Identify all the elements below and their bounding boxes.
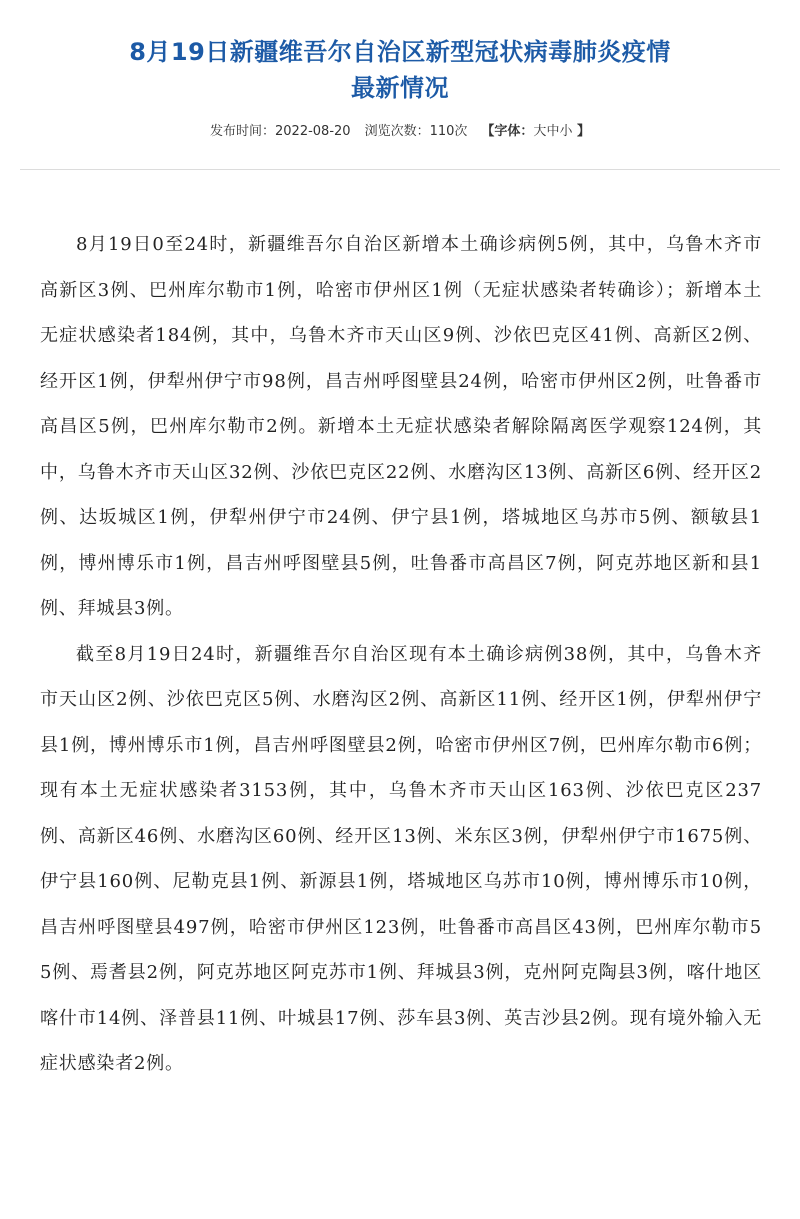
view-count: 110次 <box>429 124 468 139</box>
view-count-label: 浏览次数： <box>364 124 430 139</box>
header-divider <box>20 169 780 170</box>
font-size-close: 】 <box>572 124 590 139</box>
font-size-medium-link[interactable]: 中 <box>546 124 560 139</box>
publish-date: 2022-08-20 <box>275 124 351 139</box>
font-size-label: 【字体： <box>481 124 534 139</box>
body-paragraph-2: 截至8月19日24时，新疆维吾尔自治区现有本土确诊病例38例，其中，乌鲁木齐市天山区2例、沙依巴克区5例、水磨沟区2例、高新区11例、经开区1例，伊犁州伊宁县1例，博州博乐市1例，昌吉州呼图壁县2例，哈密市伊州区7例，巴州库尔勒市6例；现有本土无症状感染者3153例，其中，乌鲁木齐市天山区163例、沙依巴克区237例、高新区46例、水磨沟区60例、经开区13例、米东区3例，伊犁州伊宁市1675例、伊宁县160例、尼勒克县1例、新源县1例，塔城地区乌苏市10例，博州博乐市10例，昌吉州呼图壁县497例，哈密市伊州区123例，吐鲁番市高昌区43例，巴州库尔勒市55例、焉耆县2例，阿克苏地区阿克苏市1例、拜城县3例，克州阿克陶县3例，喀什地区喀什市14例、泽普县11例、叶城县17例、莎车县3例、英吉沙县2例。现有境外输入无症状感染者2例。 <box>40 643 762 1074</box>
article-title <box>20 34 780 106</box>
publish-time-label: 发布时间： <box>209 124 275 139</box>
font-size-large-link[interactable]: 大 <box>533 124 547 139</box>
article-title-line-1: 8月19日新疆维吾尔自治区新型冠状病毒肺炎疫情 <box>129 38 671 67</box>
article-meta <box>20 122 780 142</box>
article-title-line-2: 最新情况 <box>351 74 449 103</box>
article-body <box>40 222 762 1087</box>
font-size-small-link[interactable]: 小 <box>559 124 573 139</box>
body-paragraph-1: 8月19日0至24时，新疆维吾尔自治区新增本土确诊病例5例，其中，乌鲁木齐市高新区3例、巴州库尔勒市1例，哈密市伊州区1例（无症状感染者转确诊）；新增本土无症状感染者184例，其中，乌鲁木齐市天山区9例、沙依巴克区41例、高新区2例、经开区1例，伊犁州伊宁市98例，昌吉州呼图壁县24例，哈密市伊州区2例，吐鲁番市高昌区5例，巴州库尔勒市2例。新增本土无症状感染者解除隔离医学观察124例，其中，乌鲁木齐市天山区32例、沙依巴克区22例、水磨沟区13例、高新区6例、经开区2例、达坂城区1例，伊犁州伊宁市24例、伊宁县1例，塔城地区乌苏市5例、额敏县1例，博州博乐市1例，昌吉州呼图壁县5例，吐鲁番市高昌区7例，阿克苏地区新和县1例、拜城县3例。 <box>40 234 762 619</box>
font-size-control <box>481 124 590 139</box>
